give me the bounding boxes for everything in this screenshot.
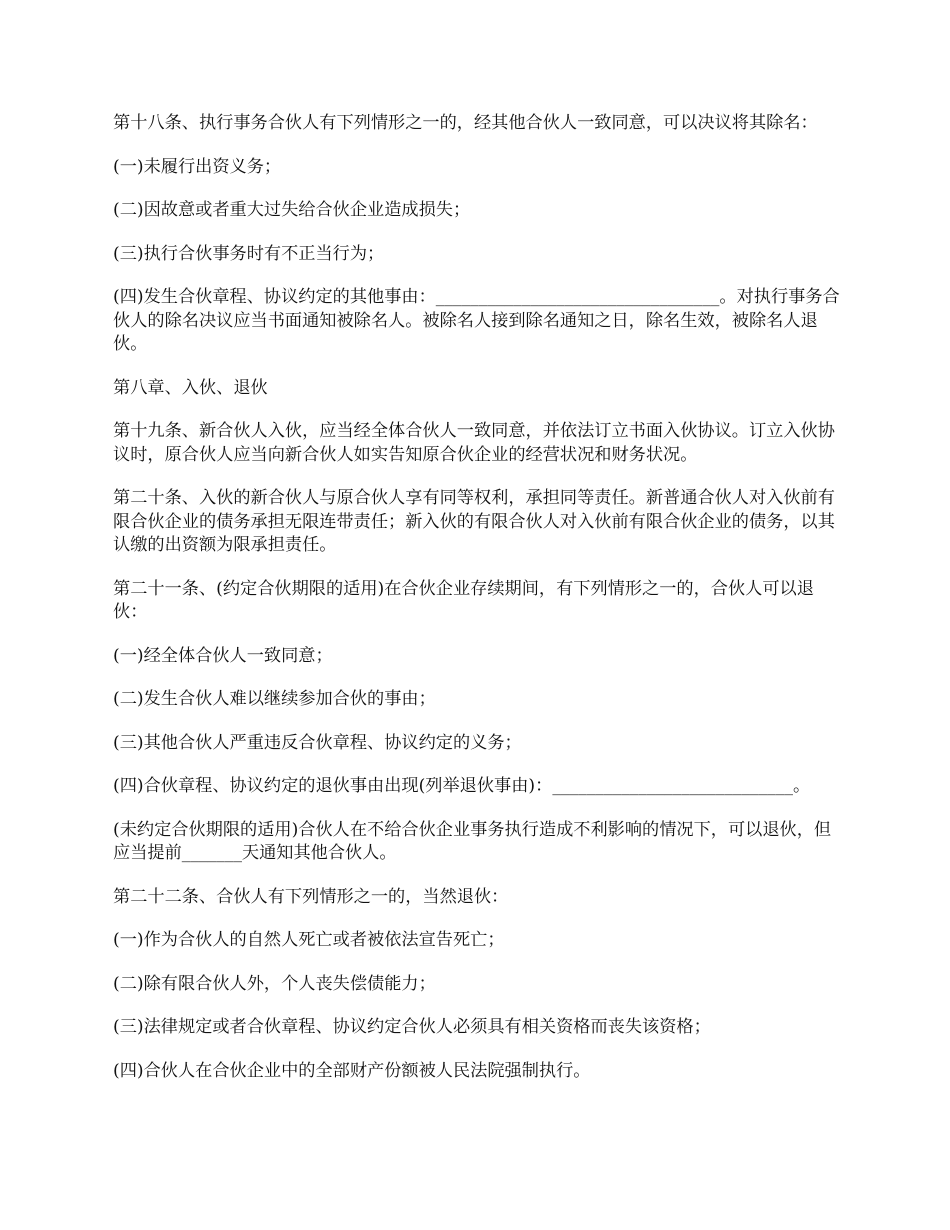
article-18-item-2: (二)因故意或者重大过失给合伙企业造成损失；: [113, 200, 471, 220]
article-21-heading: 第二十一条、(约定合伙期限的适用)在合伙企业存续期间，有下列情形之一的，合伙人可以退伙：: [113, 578, 814, 622]
article-22-heading: 第二十二条、合伙人有下列情形之一的，当然退伙：: [113, 886, 509, 907]
document-body: [113, 112, 841, 1103]
article-18-item-1: (一)未履行出资义务；: [113, 156, 282, 177]
article-21-no-term: (未约定合伙期限的适用)合伙人在不给合伙企业事务执行造成不利影响的情况下，可以退伙，但应当提前_______天通知其他合伙人。: [113, 819, 832, 863]
article-21-item-2: (二)发生合伙人难以继续参加合伙的事由；: [113, 689, 436, 709]
article-18-item-4: (四)发生合伙章程、协议约定的其他事由：_________________________________。对执行事务合伙人的除名决议应当书面通知被除名人。被除名人接到除名通知之日，除名生效，被除名人退伙。: [113, 287, 840, 354]
article-22-item-1: (一)作为合伙人的自然人死亡或者被依法宣告死亡；: [113, 930, 505, 950]
article-18-item-3: (三)执行合伙事务时有不正当行为；: [113, 243, 385, 264]
article-22-item-3: (三)法律规定或者合伙章程、协议约定合伙人必须具有相关资格而丧失该资格；: [113, 1017, 711, 1037]
article-21-item-3: (三)其他合伙人严重违反合伙章程、协议约定的义务；: [113, 732, 522, 753]
article-21-item-1: (一)经全体合伙人一致同意；: [113, 645, 333, 666]
article-19: 第十九条、新合伙人入伙，应当经全体合伙人一致同意，并依法订立书面入伙协议。订立入伙协议时，原合伙人应当向新合伙人如实告知原合伙企业的经营状况和财务状况。: [113, 421, 835, 465]
article-22-item-2: (二)除有限合伙人外，个人丧失偿债能力；: [113, 973, 436, 994]
article-20: 第二十条、入伙的新合伙人与原合伙人享有同等权利，承担同等责任。新普通合伙人对入伙前有限合伙企业的债务承担无限连带责任；新入伙的有限合伙人对入伙前有限合伙企业的债务，以其认缴的出资额为限承担责任。: [113, 488, 835, 555]
chapter-8-title: 第八章、入伙、退伙: [113, 377, 268, 398]
article-22-item-4: (四)合伙人在合伙企业中的全部财产份额被人民法院强制执行。: [113, 1060, 591, 1081]
article-21-item-4: (四)合伙章程、协议约定的退伙事由出现(列举退伙事由)：____________________________。: [113, 776, 811, 796]
article-18-heading: 第十八条、执行事务合伙人有下列情形之一的，经其他合伙人一致同意，可以决议将其除名：: [113, 113, 818, 133]
